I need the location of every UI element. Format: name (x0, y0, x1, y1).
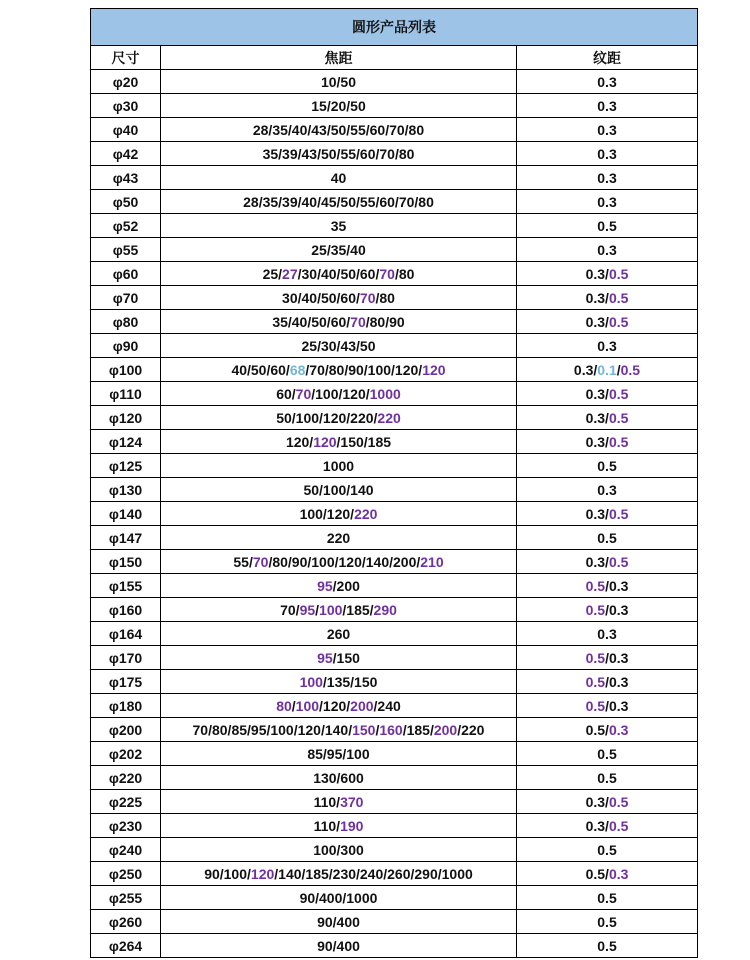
size-cell: φ170 (91, 646, 161, 670)
size-cell: φ90 (91, 334, 161, 358)
table-row (91, 382, 698, 406)
pitch-cell-segment: 0.5 (585, 649, 606, 666)
pitch-cell-segment: 0.3 (597, 337, 617, 354)
size-cell: φ52 (91, 214, 161, 238)
pitch-cell (517, 310, 698, 334)
focal-length-cell-segment: 70/ (280, 601, 300, 618)
pitch-cell-segment: 0.5 (620, 361, 641, 378)
table-row (91, 790, 698, 814)
focal-length-cell (161, 166, 517, 190)
size-cell: φ230 (91, 814, 161, 838)
size-cell: φ125 (91, 454, 161, 478)
focal-length-cell-segment: 35/40/50/60/ (272, 313, 351, 330)
pitch-cell-segment: 0.5 (597, 889, 617, 906)
table-row (91, 166, 698, 190)
pitch-cell (517, 886, 698, 910)
size-cell: φ80 (91, 310, 161, 334)
focal-length-cell (161, 382, 517, 406)
focal-length-cell (161, 142, 517, 166)
pitch-cell-segment: 0.3/ (585, 817, 609, 834)
table-row (91, 838, 698, 862)
pitch-cell-segment: 0.5 (608, 385, 629, 402)
focal-length-cell-segment: / (291, 697, 296, 714)
focal-length-cell (161, 814, 517, 838)
pitch-cell (517, 742, 698, 766)
pitch-cell-segment: 0.5 (597, 937, 617, 954)
focal-length-cell (161, 94, 517, 118)
focal-length-cell (161, 622, 517, 646)
pitch-cell-segment: 0.3/ (585, 265, 609, 282)
size-cell: φ155 (91, 574, 161, 598)
pitch-cell-segment: 0.5 (608, 409, 629, 426)
focal-length-cell-segment: 95 (317, 577, 333, 594)
focal-length-cell (161, 286, 517, 310)
focal-length-cell-segment: 90/400/1000 (299, 889, 378, 906)
pitch-cell (517, 646, 698, 670)
pitch-cell-segment: 0.3/ (585, 433, 609, 450)
pitch-cell-segment: 0.5 (608, 793, 629, 810)
pitch-cell (517, 286, 698, 310)
focal-length-cell-segment: 220 (326, 529, 351, 546)
pitch-cell-segment: 0.3 (597, 625, 617, 642)
table-row (91, 310, 698, 334)
pitch-cell-segment: /0.3 (605, 673, 629, 690)
size-cell: φ43 (91, 166, 161, 190)
table-row (91, 718, 698, 742)
pitch-cell (517, 670, 698, 694)
focal-length-cell-segment: 90/400 (317, 937, 360, 954)
column-header-pitch: 纹距 (517, 46, 698, 70)
focal-length-cell (161, 454, 517, 478)
pitch-cell (517, 502, 698, 526)
pitch-cell-segment: /0.3 (605, 649, 629, 666)
size-cell: φ42 (91, 142, 161, 166)
pitch-cell-segment: 0.5 (608, 505, 629, 522)
pitch-cell (517, 478, 698, 502)
focal-length-cell-segment: 27 (282, 265, 298, 282)
table-row (91, 454, 698, 478)
focal-length-cell (161, 838, 517, 862)
pitch-cell (517, 358, 698, 382)
focal-length-cell (161, 910, 517, 934)
size-cell: φ20 (91, 70, 161, 94)
table-row (91, 406, 698, 430)
focal-length-cell-segment: 90/100/ (204, 865, 251, 882)
table-row (91, 934, 698, 958)
pitch-cell-segment: 0.3/ (585, 289, 609, 306)
pitch-cell (517, 118, 698, 142)
focal-length-cell (161, 430, 517, 454)
focal-length-cell (161, 742, 517, 766)
pitch-cell-segment: 0.3 (597, 121, 617, 138)
column-header-size: 尺寸 (91, 46, 161, 70)
focal-length-cell-segment: 15/20/50 (311, 97, 366, 114)
table-title-row (91, 9, 698, 46)
pitch-cell (517, 694, 698, 718)
pitch-cell-segment: 0.3 (597, 241, 617, 258)
focal-length-cell-segment: 80 (276, 697, 292, 714)
focal-length-cell-segment: 210 (420, 553, 444, 570)
focal-length-cell-segment: /80/90/100/120/140/200/ (268, 553, 421, 570)
table-row (91, 502, 698, 526)
pitch-cell (517, 166, 698, 190)
focal-length-cell-segment: 30/40/50/60/ (282, 289, 360, 306)
focal-length-cell-segment: 70 (359, 289, 376, 306)
focal-length-cell-segment: 220 (377, 409, 401, 426)
pitch-cell (517, 142, 698, 166)
pitch-cell-segment: /0.3 (605, 697, 629, 714)
pitch-cell (517, 934, 698, 958)
focal-length-cell-segment: 28/35/39/40/45/50/55/60/70/80 (243, 193, 434, 210)
focal-length-cell (161, 70, 517, 94)
size-cell: φ30 (91, 94, 161, 118)
focal-length-cell-segment: 220 (354, 505, 378, 522)
focal-length-cell-segment: 28/35/40/43/50/55/60/70/80 (252, 121, 425, 138)
focal-length-cell-segment: /80 (375, 289, 395, 306)
pitch-cell (517, 70, 698, 94)
table-row (91, 526, 698, 550)
focal-length-cell-segment: /70/80/90/100/120/ (305, 361, 423, 378)
pitch-cell (517, 598, 698, 622)
size-cell: φ200 (91, 718, 161, 742)
focal-length-cell-segment: 95 (317, 649, 333, 666)
table-row (91, 358, 698, 382)
table-row (91, 70, 698, 94)
size-cell: φ150 (91, 550, 161, 574)
focal-length-cell-segment: 70 (379, 265, 395, 282)
table-row (91, 286, 698, 310)
size-cell: φ202 (91, 742, 161, 766)
focal-length-cell (161, 886, 517, 910)
pitch-cell (517, 718, 698, 742)
table-row (91, 766, 698, 790)
pitch-cell (517, 622, 698, 646)
pitch-cell (517, 382, 698, 406)
pitch-cell-segment: 0.5 (597, 745, 617, 762)
pitch-cell-segment: 0.3 (597, 193, 617, 210)
pitch-cell-segment: 0.5/ (585, 865, 609, 882)
table-row (91, 262, 698, 286)
pitch-cell-segment: 0.5 (608, 553, 629, 570)
focal-length-cell (161, 670, 517, 694)
pitch-cell-segment: 0.5 (597, 769, 617, 786)
focal-length-cell-segment: 120 (250, 865, 275, 882)
table-row (91, 190, 698, 214)
focal-length-cell-segment: /240 (373, 697, 401, 714)
focal-length-cell (161, 478, 517, 502)
focal-length-cell (161, 190, 517, 214)
pitch-cell (517, 190, 698, 214)
pitch-cell-segment: 0.3 (597, 481, 617, 498)
focal-length-cell-segment: /220 (457, 721, 485, 738)
pitch-cell-segment: 0.3/ (585, 793, 609, 810)
pitch-cell-segment: /0.3 (605, 601, 629, 618)
pitch-cell-segment: 0.3/ (585, 409, 609, 426)
size-cell: φ220 (91, 766, 161, 790)
size-cell: φ160 (91, 598, 161, 622)
focal-length-cell-segment: /30/40/50/60/ (297, 265, 380, 282)
focal-length-cell-segment: 40/50/60/ (231, 361, 290, 378)
table-row (91, 238, 698, 262)
focal-length-cell-segment: 35/39/43/50/55/60/70/80 (262, 145, 415, 162)
focal-length-cell-segment: 85/95/100 (307, 745, 370, 762)
pitch-cell-segment: 0.5 (597, 457, 617, 474)
size-cell: φ175 (91, 670, 161, 694)
focal-length-cell-segment: 40 (330, 169, 347, 186)
focal-length-cell-segment: 55/ (233, 553, 253, 570)
table-row (91, 334, 698, 358)
size-cell: φ240 (91, 838, 161, 862)
table-row (91, 910, 698, 934)
pitch-cell (517, 454, 698, 478)
table-row (91, 214, 698, 238)
table-row (91, 142, 698, 166)
pitch-cell-segment: /0.3 (605, 577, 629, 594)
pitch-cell-segment: 0.3 (608, 721, 629, 738)
pitch-cell-segment: 0.5 (608, 433, 629, 450)
focal-length-cell (161, 574, 517, 598)
size-cell: φ180 (91, 694, 161, 718)
focal-length-cell-segment: 100 (299, 673, 323, 690)
focal-length-cell-segment: 25/30/43/50 (301, 337, 376, 354)
focal-length-cell-segment: 35 (330, 217, 347, 234)
pitch-cell (517, 526, 698, 550)
pitch-cell-segment: 0.5 (597, 217, 617, 234)
pitch-cell (517, 214, 698, 238)
round-product-table (90, 8, 698, 958)
table-row (91, 742, 698, 766)
focal-length-cell-segment: 100/120/ (299, 505, 355, 522)
table-row (91, 670, 698, 694)
focal-length-cell (161, 214, 517, 238)
table-row (91, 550, 698, 574)
pitch-cell-segment: 0.1 (597, 361, 617, 378)
focal-length-cell-segment: 200 (350, 697, 374, 714)
focal-length-cell (161, 310, 517, 334)
focal-length-cell (161, 646, 517, 670)
pitch-cell-segment: 0.3 (597, 97, 617, 114)
focal-length-cell (161, 718, 517, 742)
pitch-cell (517, 790, 698, 814)
pitch-cell-segment: 0.5 (585, 697, 606, 714)
focal-length-cell-segment: 68 (289, 361, 306, 378)
focal-length-cell-segment: 200 (433, 721, 458, 738)
focal-length-cell-segment: /185/ (342, 601, 374, 618)
table-body (91, 70, 698, 958)
table-row (91, 814, 698, 838)
focal-length-cell-segment: 260 (326, 625, 351, 642)
pitch-cell (517, 838, 698, 862)
size-cell: φ120 (91, 406, 161, 430)
table-row (91, 430, 698, 454)
pitch-cell-segment: 0.3 (597, 73, 617, 90)
pitch-cell (517, 862, 698, 886)
focal-length-cell-segment: 25/ (262, 265, 283, 282)
focal-length-cell-segment: 100 (295, 697, 320, 714)
table-row (91, 598, 698, 622)
focal-length-cell-segment: 130/600 (313, 769, 364, 786)
focal-length-cell-segment: /100/120/ (311, 385, 370, 402)
focal-length-cell-segment: 190 (340, 817, 364, 834)
pitch-cell-segment: 0.5 (608, 289, 629, 306)
table-row (91, 94, 698, 118)
pitch-cell (517, 574, 698, 598)
focal-length-cell (161, 694, 517, 718)
focal-length-cell-segment: 370 (340, 793, 364, 810)
table-row (91, 478, 698, 502)
table-row (91, 574, 698, 598)
size-cell: φ50 (91, 190, 161, 214)
pitch-cell (517, 334, 698, 358)
pitch-cell-segment: 0.3 (608, 865, 629, 882)
pitch-cell (517, 550, 698, 574)
size-cell: φ255 (91, 886, 161, 910)
pitch-cell-segment: 0.5 (608, 817, 629, 834)
pitch-cell-segment: 0.3/ (573, 361, 598, 378)
pitch-cell-segment: 0.5 (608, 265, 629, 282)
focal-length-cell (161, 526, 517, 550)
focal-length-cell-segment: 110/ (313, 793, 341, 810)
pitch-cell (517, 910, 698, 934)
pitch-cell (517, 766, 698, 790)
pitch-cell-segment: 0.5/ (585, 721, 609, 738)
pitch-cell-segment: 0.3/ (585, 313, 609, 330)
focal-length-cell (161, 118, 517, 142)
table-row (91, 118, 698, 142)
focal-length-cell (161, 334, 517, 358)
pitch-cell-segment: 0.5 (597, 841, 617, 858)
focal-length-cell-segment: 100/300 (313, 841, 364, 858)
focal-length-cell (161, 934, 517, 958)
focal-length-cell-segment: 120/ (285, 433, 314, 450)
size-cell: φ55 (91, 238, 161, 262)
size-cell: φ40 (91, 118, 161, 142)
pitch-cell (517, 406, 698, 430)
size-cell: φ140 (91, 502, 161, 526)
size-cell: φ60 (91, 262, 161, 286)
focal-length-cell-segment: 70 (350, 313, 366, 330)
focal-length-cell-segment: 70 (252, 553, 269, 570)
size-cell: φ260 (91, 910, 161, 934)
size-cell: φ164 (91, 622, 161, 646)
focal-length-cell (161, 262, 517, 286)
size-cell: φ110 (91, 382, 161, 406)
size-cell: φ250 (91, 862, 161, 886)
pitch-cell (517, 430, 698, 454)
focal-length-cell-segment: /200 (332, 577, 360, 594)
pitch-cell (517, 814, 698, 838)
pitch-cell-segment: 0.5 (585, 601, 606, 618)
focal-length-cell-segment: 1000 (322, 457, 355, 474)
focal-length-cell (161, 550, 517, 574)
product-table-sheet (90, 8, 697, 958)
focal-length-cell-segment: 70 (295, 385, 312, 402)
pitch-cell-segment: 0.3 (597, 145, 617, 162)
focal-length-cell-segment: 50/100/140 (303, 481, 374, 498)
pitch-cell-segment: 0.5 (585, 673, 606, 690)
column-header-row (91, 46, 698, 70)
focal-length-cell (161, 790, 517, 814)
size-cell: φ225 (91, 790, 161, 814)
size-cell: φ130 (91, 478, 161, 502)
focal-length-cell-segment: 60/ (276, 385, 296, 402)
focal-length-cell-segment: 1000 (369, 385, 401, 402)
focal-length-cell-segment: 10/50 (320, 73, 357, 90)
table-row (91, 886, 698, 910)
focal-length-cell-segment: 50/100/120/220/ (276, 409, 378, 426)
pitch-cell (517, 262, 698, 286)
size-cell: φ100 (91, 358, 161, 382)
pitch-cell-segment: 0.3/ (585, 385, 609, 402)
pitch-cell-segment: / (616, 361, 621, 378)
table-title: 圆形产品列表 (91, 9, 698, 46)
pitch-cell (517, 238, 698, 262)
focal-length-cell-segment: / (315, 601, 320, 618)
size-cell: φ264 (91, 934, 161, 958)
focal-length-cell (161, 238, 517, 262)
focal-length-cell-segment: /140/185/230/240/260/290/1000 (274, 865, 473, 882)
focal-length-cell (161, 502, 517, 526)
table-row (91, 622, 698, 646)
pitch-cell-segment: 0.3 (597, 169, 617, 186)
table-row (91, 646, 698, 670)
focal-length-cell-segment: 90/400 (317, 913, 360, 930)
focal-length-cell-segment: 160 (379, 721, 403, 738)
pitch-cell-segment: 0.5 (597, 529, 617, 546)
pitch-cell-segment: 0.3/ (585, 553, 609, 570)
table-row (91, 694, 698, 718)
pitch-cell-segment: 0.5 (608, 313, 629, 330)
focal-length-cell-segment: 290 (373, 601, 397, 618)
focal-length-cell-segment: /135/150 (322, 673, 378, 690)
pitch-cell (517, 94, 698, 118)
size-cell: φ147 (91, 526, 161, 550)
focal-length-cell-segment: 120 (313, 433, 337, 450)
focal-length-cell-segment: /80/90 (365, 313, 405, 330)
focal-length-cell-segment: /120/ (319, 697, 351, 714)
focal-length-cell-segment: /80 (394, 265, 415, 282)
focal-length-cell-segment: 70/80/85/95/100/120/140/ (192, 721, 353, 738)
focal-length-cell (161, 766, 517, 790)
focal-length-cell-segment: / (375, 721, 380, 738)
pitch-cell-segment: 0.3/ (585, 505, 609, 522)
focal-length-cell (161, 406, 517, 430)
size-cell: φ124 (91, 430, 161, 454)
focal-length-cell-segment: 110/ (313, 817, 341, 834)
table-row (91, 862, 698, 886)
size-cell: φ70 (91, 286, 161, 310)
focal-length-cell (161, 862, 517, 886)
focal-length-cell-segment: /185/ (402, 721, 434, 738)
pitch-cell-segment: 0.5 (597, 913, 617, 930)
focal-length-cell-segment: /150 (332, 649, 360, 666)
column-header-focal-length: 焦距 (161, 46, 517, 70)
focal-length-cell (161, 358, 517, 382)
focal-length-cell-segment: 25/35/40 (311, 241, 366, 258)
focal-length-cell-segment: 100 (319, 601, 343, 618)
pitch-cell-segment: 0.5 (585, 577, 606, 594)
focal-length-cell-segment: 95 (299, 601, 316, 618)
focal-length-cell-segment: 150 (352, 721, 376, 738)
focal-length-cell (161, 598, 517, 622)
focal-length-cell-segment: 120 (422, 361, 446, 378)
focal-length-cell-segment: /150/185 (336, 433, 392, 450)
